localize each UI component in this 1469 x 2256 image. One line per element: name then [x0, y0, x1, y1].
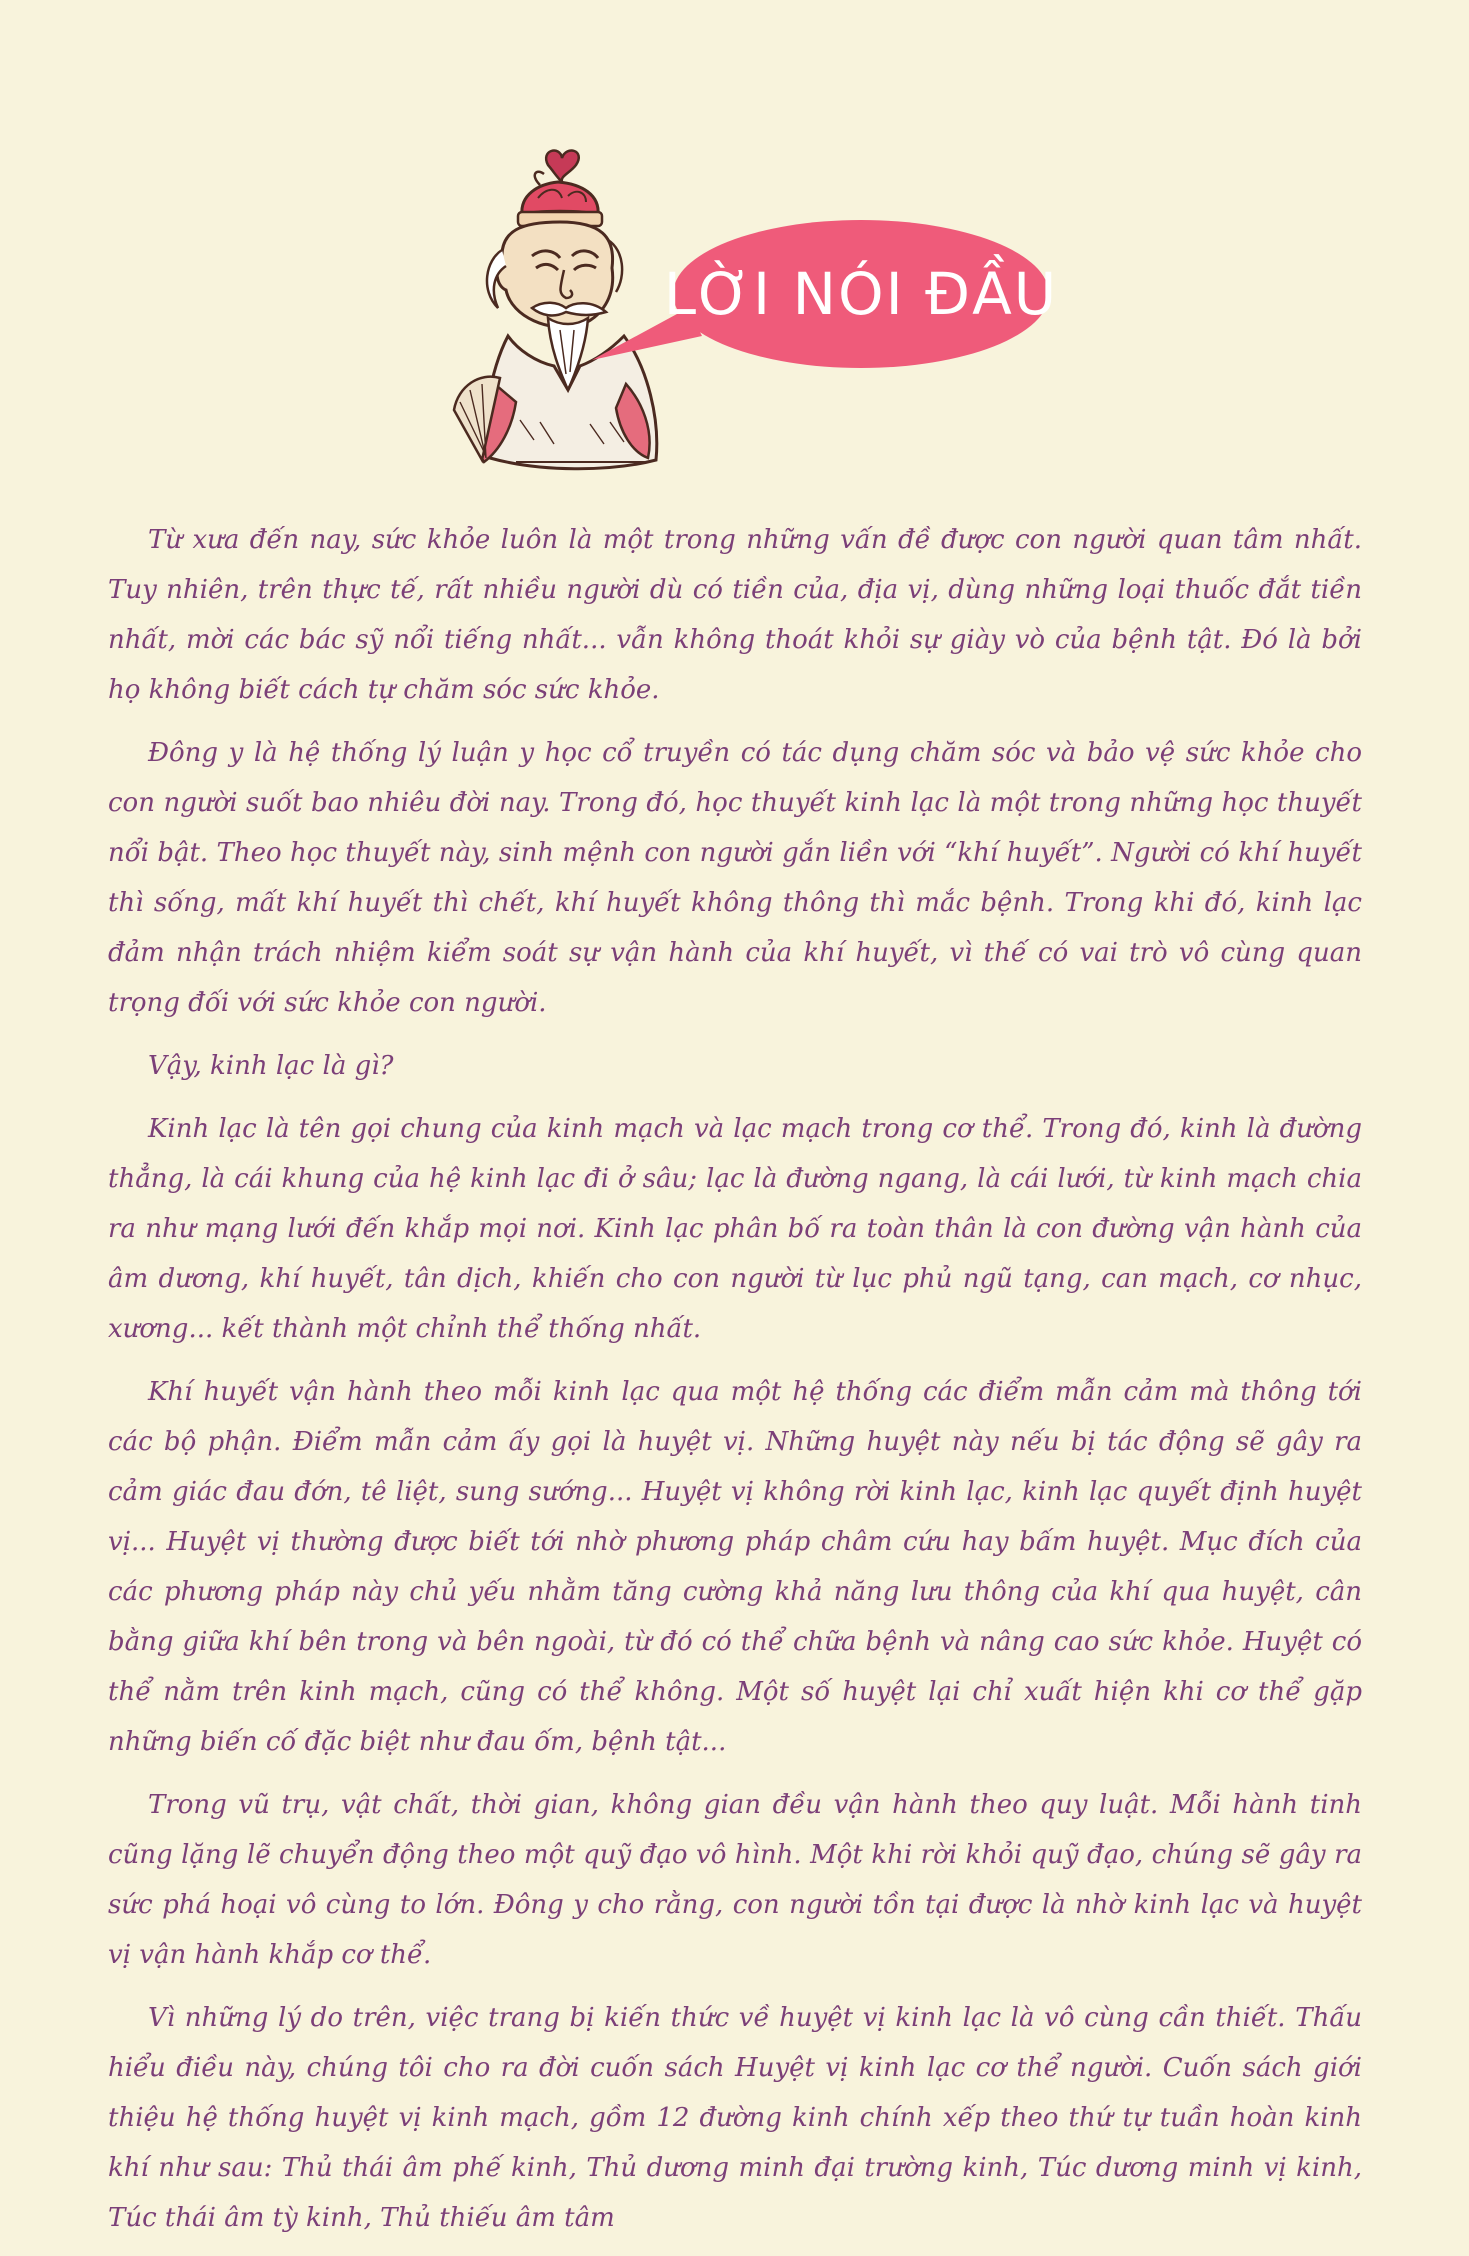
page-title: LỜI NÓI ĐẦU: [663, 260, 1059, 328]
paragraph: Khí huyết vận hành theo mỗi kinh lạc qua một hệ thống các điểm mẫn cảm mà thông tới các bộ phận. Điểm mẫn cảm ấy gọi là huyệt vị. Những huyệt này nếu bị tác động sẽ gây ra cảm giác đau đớn, tê liệt, sung sướng... Huyệt vị không rời kinh lạc, kinh lạc quyết định huyệt vị... Huyệt vị thường được biết tới nhờ phương pháp châm cứu hay bấm huyệt. Mục đích của các phương pháp này chủ yếu nhằm tăng cường khả năng lưu thông của khí qua huyệt, cân bằng giữa khí bên trong và bên ngoài, từ đó có thể chữa bệnh và nâng cao sức khỏe. Huyệt có thể nằm trên kinh mạch, cũng có thể không. Một số huyệt lại chỉ xuất hiện khi cơ thể gặp những biến cố đặc biệt như đau ốm, bệnh tật...: [108, 1377, 1362, 1757]
speech-bubble: [592, 220, 1058, 368]
paragraph: Trong vũ trụ, vật chất, thời gian, không gian đều vận hành theo quy luật. Mỗi hành tinh cũng lặng lẽ chuyển động theo một quỹ đạo vô hình. Một khi rời khỏi quỹ đạo, chúng sẽ gây ra sức phá hoại vô cùng to lớn. Đông y cho rằng, con người tồn tại được là nhờ kinh lạc và huyệt vị vận hành khắp cơ thể.: [108, 1790, 1362, 1970]
paragraph: Từ xưa đến nay, sức khỏe luôn là một trong những vấn đề được con người quan tâm nhất. Tuy nhiên, trên thực tế, rất nhiều người dù có tiền của, địa vị, dùng những loại thuốc đắt tiền nhất, mời các bác sỹ nổi tiếng nhất... vẫn không thoát khỏi sự giày vò của bệnh tật. Đó là bởi họ không biết cách tự chăm sóc sức khỏe.: [108, 525, 1362, 705]
preface-body: [108, 515, 1362, 2256]
old-sage-mascot-icon: [454, 151, 657, 469]
paragraph: Kinh lạc là tên gọi chung của kinh mạch và lạc mạch trong cơ thể. Trong đó, kinh là đường thẳng, là cái khung của hệ kinh lạc đi ở sâu; lạc là đường ngang, là cái lưới, từ kinh mạch chia ra như mạng lưới đến khắp mọi nơi. Kinh lạc phân bố ra toàn thân là con đường vận hành của âm dương, khí huyết, tân dịch, khiến cho con người từ lục phủ ngũ tạng, can mạch, cơ nhục, xương... kết thành một chỉnh thể thống nhất.: [108, 1114, 1362, 1344]
paragraph: Vậy, kinh lạc là gì?: [148, 1051, 394, 1081]
header-illustration: [420, 140, 1060, 480]
paragraph: Vì những lý do trên, việc trang bị kiến thức về huyệt vị kinh lạc là vô cùng cần thiết. Thấu hiểu điều này, chúng tôi cho ra đời cuốn sách Huyệt vị kinh lạc cơ thể người. Cuốn sách giới thiệu hệ thống huyệt vị kinh mạch, gồm 12 đường kinh chính xếp theo thứ tự tuần hoàn kinh khí như sau: Thủ thái âm phế kinh, Thủ dương minh đại trường kinh, Túc dương minh vị kinh, Túc thái âm tỳ kinh, Thủ thiếu âm tâm: [108, 2003, 1362, 2233]
paragraph: Đông y là hệ thống lý luận y học cổ truyền có tác dụng chăm sóc và bảo vệ sức khỏe cho con người suốt bao nhiêu đời nay. Trong đó, học thuyết kinh lạc là một trong những học thuyết nổi bật. Theo học thuyết này, sinh mệnh con người gắn liền với “khí huyết”. Người có khí huyết thì sống, mất khí huyết thì chết, khí huyết không thông thì mắc bệnh. Trong khi đó, kinh lạc đảm nhận trách nhiệm kiểm soát sự vận hành của khí huyết, vì thế có vai trò vô cùng quan trọng đối với sức khỏe con người.: [108, 738, 1362, 1018]
